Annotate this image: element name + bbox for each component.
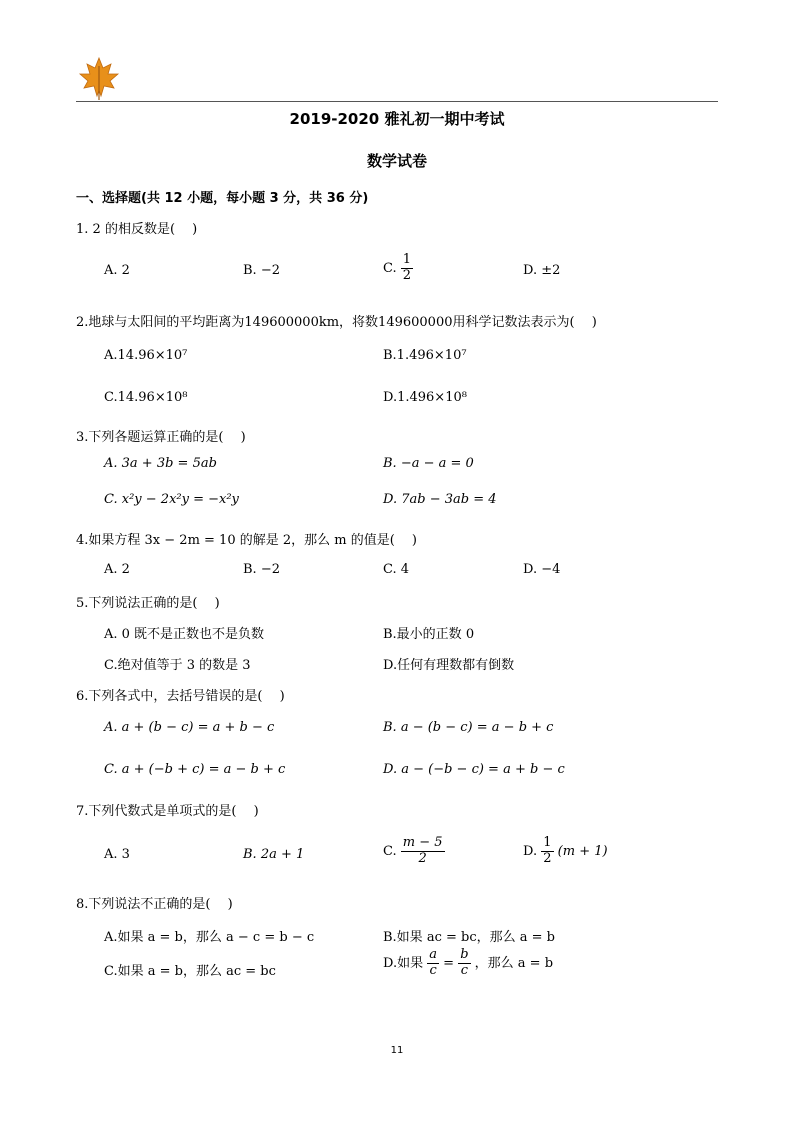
q6-option-c: C. a + (−b + c) = a − b + c [104, 762, 286, 777]
question-3: 3.下列各题运算正确的是( ) [76, 430, 246, 445]
q1-option-c [383, 253, 413, 284]
q8-option-b: B.如果 ac = bc，那么 a = b [383, 930, 555, 945]
question-1: 1. 2 的相反数是( ) [76, 222, 198, 237]
q8-option-d-fraction-b [458, 948, 470, 979]
q1-option-b: B. −2 [243, 263, 280, 278]
question-7: 7.下列代数式是单项式的是( ) [76, 804, 259, 819]
exam-title: 2019-2020 雅礼初一期中考试 [289, 110, 505, 128]
fraction-denominator: c [429, 962, 437, 978]
q4-option-c: C. 4 [383, 562, 410, 577]
q3-option-c: C. x²y − 2x²y = −x²y [104, 492, 239, 507]
q6-option-d: D. a − (−b − c) = a + b − c [383, 762, 565, 777]
fraction-denominator: 2 [402, 267, 412, 283]
exam-subtitle: 数学试卷 [366, 152, 427, 170]
q3-option-d: D. 7ab − 3ab = 4 [383, 492, 497, 507]
q2-option-b: B.1.496×10⁷ [383, 348, 467, 363]
q8-option-a: A.如果 a = b，那么 a − c = b − c [104, 930, 315, 945]
fraction-numerator: a [429, 947, 437, 962]
q3-option-a: A. 3a + 3b = 5ab [104, 456, 217, 471]
q6-option-a: A. a + (b − c) = a + b − c [104, 720, 275, 735]
q4-option-a: A. 2 [104, 562, 130, 577]
question-6: 6.下列各式中，去括号错误的是( ) [76, 689, 285, 704]
fraction-numerator: b [460, 947, 469, 962]
fraction-numerator: m − 5 [402, 835, 443, 850]
q6-option-b: B. a − (b − c) = a − b + c [383, 720, 554, 735]
q2-option-c: C.14.96×10⁸ [104, 390, 188, 405]
q1-option-a: A. 2 [104, 263, 130, 278]
equals-sign: = [443, 955, 455, 971]
q7-option-a: A. 3 [104, 847, 130, 862]
q8-option-d-label: D.如果 [383, 955, 424, 971]
question-5: 5.下列说法正确的是( ) [76, 596, 220, 611]
fraction-denominator: 2 [418, 850, 427, 866]
q1-option-d: D. ±2 [523, 263, 561, 278]
header-rule [76, 101, 718, 102]
q4-option-d: D. −4 [523, 562, 561, 577]
question-8: 8.下列说法不正确的是( ) [76, 897, 233, 912]
q7-option-c-label: C. [383, 843, 397, 859]
q7-option-d-tail: (m + 1) [557, 843, 608, 859]
q1-option-c-label: C. [383, 260, 397, 276]
q5-option-a: A. 0 既不是正数也不是负数 [104, 627, 265, 642]
question-2: 2.地球与太阳间的平均距离为149600000km，将数149600000用科学记数法表示为( ) [76, 315, 597, 330]
q4-option-b: B. −2 [243, 562, 280, 577]
q3-option-b: B. −a − a = 0 [383, 456, 474, 471]
q7-option-c-fraction [401, 836, 445, 867]
question-4: 4.如果方程 3x − 2m = 10 的解是 2，那么 m 的值是( ) [76, 533, 417, 548]
q8-option-d [383, 948, 553, 979]
q5-option-b: B.最小的正数 0 [383, 627, 475, 642]
q5-option-c: C.绝对值等于 3 的数是 3 [104, 658, 251, 673]
fraction-denominator: c [460, 962, 468, 978]
section-heading: 一、选择题(共 12 小题，每小题 3 分，共 36 分) [76, 191, 369, 206]
q8-option-d-fraction-a [427, 948, 439, 979]
q8-option-d-tail: ，那么 a = b [474, 955, 554, 971]
page-number: 11 [390, 1045, 404, 1056]
fraction-denominator: 2 [543, 850, 552, 866]
q5-option-d: D.任何有理数都有倒数 [383, 658, 515, 673]
q7-option-b: B. 2a + 1 [243, 847, 305, 862]
q2-option-a: A.14.96×10⁷ [104, 348, 188, 363]
q7-option-d-label: D. [523, 843, 538, 859]
q7-option-d-fraction [541, 836, 553, 867]
maple-leaf-logo [76, 56, 122, 102]
fraction-numerator: 1 [402, 252, 412, 267]
q8-option-c: C.如果 a = b，那么 ac = bc [104, 964, 276, 979]
q2-option-d: D.1.496×10⁸ [383, 390, 467, 405]
q7-option-d [523, 836, 608, 867]
fraction-numerator: 1 [543, 835, 552, 850]
q7-option-c [383, 836, 445, 867]
q1-option-c-fraction [401, 253, 413, 284]
